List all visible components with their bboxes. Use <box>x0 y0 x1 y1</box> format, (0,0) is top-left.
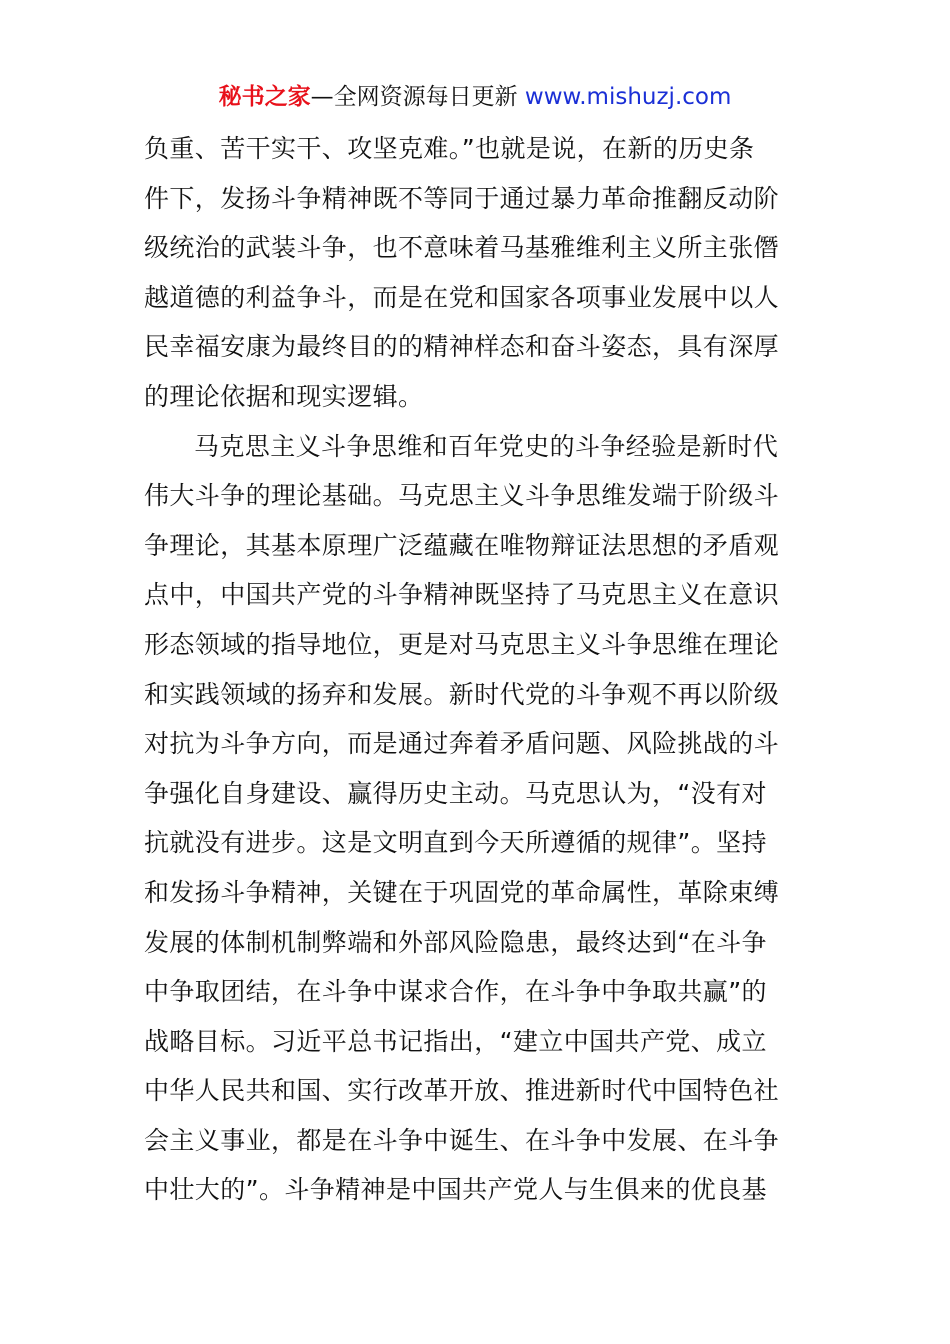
text-line: 中华人民共和国、实行改革开放、推进新时代中国特色社 <box>144 1076 780 1106</box>
text-line: 伟大斗争的理论基础。马克思主义斗争思维发端于阶级斗 <box>144 481 780 511</box>
paragraph-start-line: 马克思主义斗争思维和百年党史的斗争经验是新时代 <box>194 431 779 461</box>
text-line: 负重、苦干实干、攻坚克难。”也就是说，在新的历史条 <box>144 134 755 163</box>
text-line: 和发扬斗争精神，关键在于巩固党的革命属性，革除束缚 <box>144 877 780 907</box>
text-line: 件下，发扬斗争精神既不等同于通过暴力革命推翻反动阶 <box>144 183 780 213</box>
text-line: 争强化自身建设、赢得历史主动。马克思认为，“没有对 <box>144 778 767 808</box>
site-header <box>0 80 950 114</box>
text-line: 战略目标。习近平总书记指出，“建立中国共产党、成立 <box>144 1026 767 1056</box>
text-line: 级统治的武装斗争，也不意味着马基雅维利主义所主张僭 <box>144 233 780 263</box>
document-body <box>144 124 809 1215</box>
text-line: 点中，中国共产党的斗争精神既坚持了马克思主义在意识 <box>144 580 780 610</box>
site-brand: 秘书之家 <box>218 84 311 110</box>
text-line: 中壮大的”。斗争精神是中国共产党人与生俱来的优良基 <box>144 1175 767 1205</box>
text-line: 越道德的利益争斗，而是在党和国家各项事业发展中以人 <box>144 282 780 312</box>
text-line: 发展的体制机制弊端和外部风险隐患，最终达到“在斗争 <box>144 927 767 957</box>
text-line: 中争取团结，在斗争中谋求合作，在斗争中争取共赢”的 <box>144 977 767 1007</box>
text-line: 的理论依据和现实逻辑。 <box>144 381 424 411</box>
text-line: 争理论，其基本原理广泛蕴藏在唯物辩证法思想的矛盾观 <box>144 530 780 560</box>
text-line: 对抗为斗争方向，而是通过奔着矛盾问题、风险挑战的斗 <box>144 729 780 759</box>
site-tagline: —全网资源每日更新 <box>310 84 518 110</box>
text-line: 民幸福安康为最终目的的精神样态和奋斗姿态，具有深厚 <box>144 332 780 362</box>
text-line: 抗就没有进步。这是文明直到今天所遵循的规律”。坚持 <box>144 828 767 858</box>
text-line: 和实践领域的扬弃和发展。新时代党的斗争观不再以阶级 <box>144 679 780 709</box>
site-url-link[interactable]: www.mishuzj.com <box>524 84 732 110</box>
text-line: 会主义事业，都是在斗争中诞生、在斗争中发展、在斗争 <box>144 1125 780 1155</box>
text-line: 形态领域的指导地位，更是对马克思主义斗争思维在理论 <box>144 629 780 659</box>
